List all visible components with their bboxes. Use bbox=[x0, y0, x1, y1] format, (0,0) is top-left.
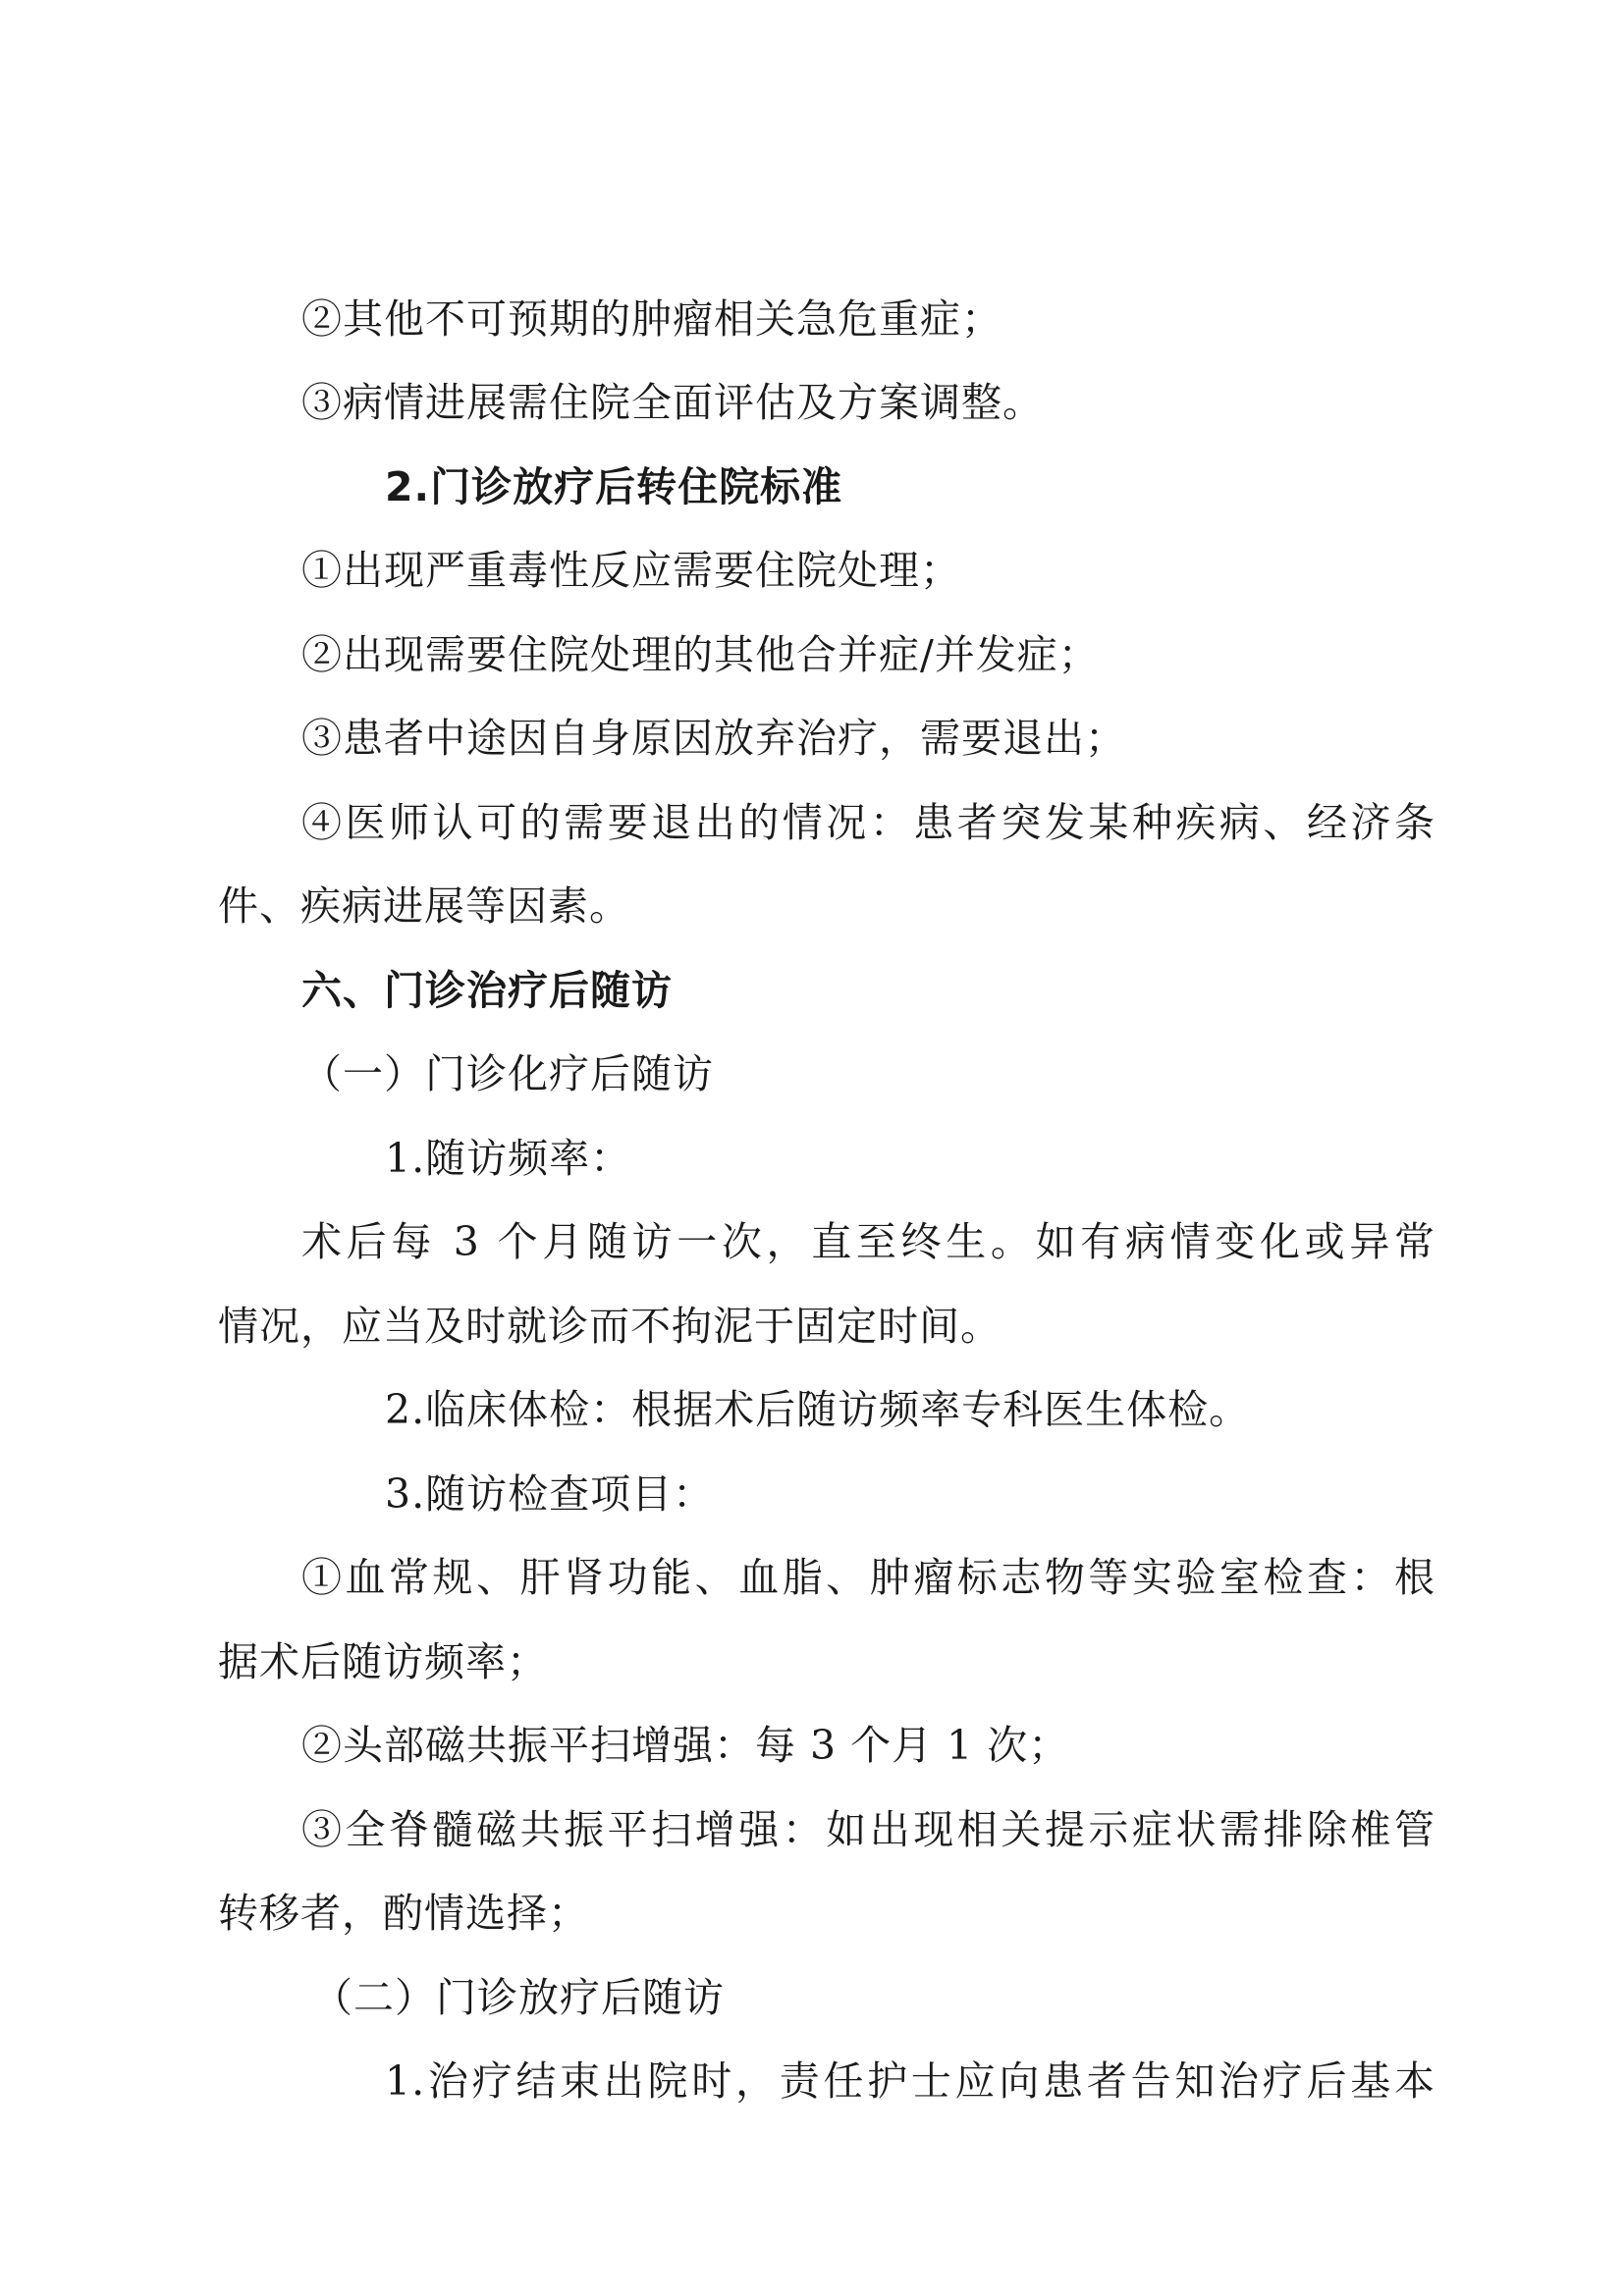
list-item-toxicity: ①出现严重毒性反应需要住院处理； bbox=[301, 547, 961, 594]
list-item-physician-approved: ④医师认可的需要退出的情况：患者突发某种疾病、经济条 bbox=[301, 799, 1435, 846]
item-followup-frequency: 1.随访频率： bbox=[385, 1135, 632, 1182]
list-item-lab-tests: ①血常规、肝肾功能、血脂、肿瘤标志物等实验室检查：根 bbox=[301, 1554, 1435, 1601]
paragraph-continuation: 转移者，酌情选择； bbox=[218, 1890, 589, 1937]
section-heading-followup: 六、门诊治疗后随访 bbox=[301, 967, 673, 1014]
list-item-complications: ②出现需要住院处理的其他合并症/并发症； bbox=[301, 631, 1100, 678]
list-item-spine-mri: ③全脊髓磁共振平扫增强：如出现相关提示症状需排除椎管 bbox=[301, 1806, 1435, 1853]
item-discharge-notice: 1.治疗结束出院时，责任护士应向患者告知治疗后基本 bbox=[385, 2057, 1435, 2105]
item-clinical-exam: 2.临床体检：根据术后随访频率专科医生体检。 bbox=[385, 1386, 1251, 1433]
subheading-chemo-followup: （一）门诊化疗后随访 bbox=[301, 1050, 714, 1097]
paragraph-frequency: 术后每 3 个月随访一次，直至终生。如有病情变化或异常 bbox=[301, 1218, 1435, 1265]
list-item-urgent-conditions: ②其他不可预期的肿瘤相关急危重症； bbox=[301, 295, 1002, 343]
paragraph-continuation: 据术后随访频率； bbox=[218, 1638, 548, 1685]
paragraph-continuation: 情况，应当及时就诊而不拘泥于固定时间。 bbox=[218, 1303, 1001, 1350]
list-item-abandon-treatment: ③患者中途因自身原因放弃治疗，需要退出； bbox=[301, 715, 1126, 762]
item-followup-tests: 3.随访检查项目： bbox=[385, 1470, 715, 1518]
section-heading-radiotherapy-admission: 2.门诊放疗后转住院标准 bbox=[385, 463, 843, 510]
paragraph-continuation: 件、疾病进展等因素。 bbox=[218, 882, 630, 930]
list-item-progression: ③病情进展需住院全面评估及方案调整。 bbox=[301, 379, 1044, 426]
list-item-head-mri: ②头部磁共振平扫增强：每 3 个月 1 次； bbox=[301, 1722, 1070, 1769]
subheading-radiotherapy-followup: （二）门诊放疗后随访 bbox=[312, 1974, 725, 2021]
